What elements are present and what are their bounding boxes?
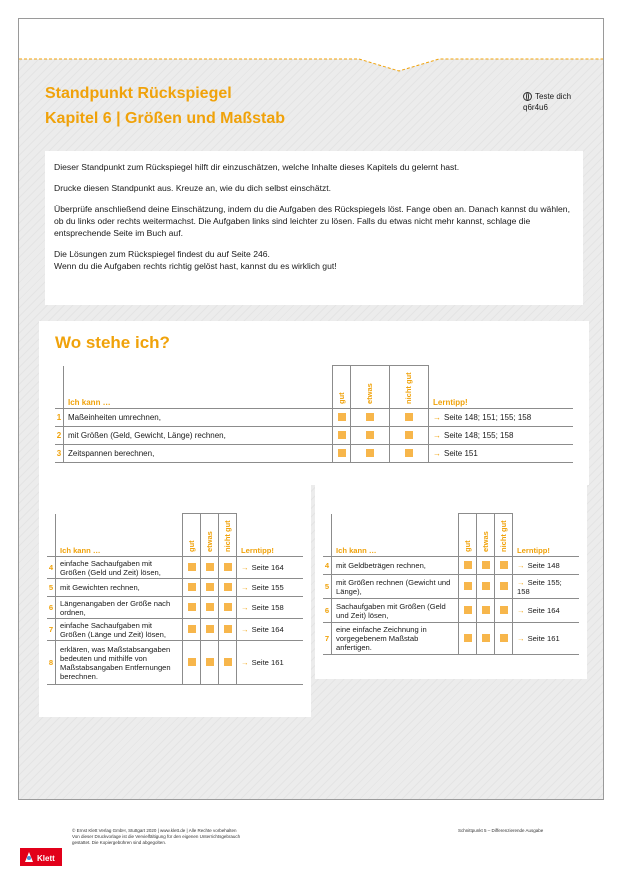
lerntipp-cell: → Seite 161: [237, 641, 304, 685]
table-row: 5 mit Größen rechnen (Gewicht und Länge), → Seite 155; 158: [323, 575, 579, 599]
arrow-right-icon: →: [517, 561, 525, 570]
checkbox-nicht-gut[interactable]: [224, 583, 232, 591]
intro-paragraph: Dieser Standpunkt zum Rückspiegel hilft dir einzuschätzen, welche Inhalte dieses Kapitels du gelernt hast.: [54, 162, 460, 172]
row-text: erklären, was Maßstabsangaben bedeuten und mithilfe von Maßstabsangaben Entfernungen berechnen.: [56, 641, 183, 685]
klett-logo: [20, 848, 62, 866]
row-text: Zeitspannen berechnen,: [64, 445, 333, 463]
lerntipp-cell: → Seite 164: [237, 557, 304, 579]
arrow-right-icon: →: [517, 606, 525, 615]
col-nicht-gut: nicht gut: [390, 366, 429, 409]
page-subtitle: Kapitel 6 | Größen und Maßstab: [45, 110, 286, 127]
table-row: 6 Längenangaben der Größe nach ordnen, → Seite 158: [47, 597, 303, 619]
footer-copyright: © Ernst Klett Verlag GmbH, Stuttgart 2020 | www.klett.de | Alle Rechte vorbehalten Von dieser Druckvorlage ist die Vervielfältigung für den eigenen Unterrichtsgebrauch gestattet. Die Kopiergebühren sind abgegolten.: [72, 828, 241, 845]
lerntipp-cell: → Seite 148: [513, 557, 580, 575]
col-lerntipp: Lerntipp!: [429, 366, 574, 409]
checkbox-gut[interactable]: [338, 449, 346, 457]
checkbox-etwas[interactable]: [366, 431, 374, 439]
table-row: 2 mit Größen (Geld, Gewicht, Länge) rechnen, → Seite 148; 155; 158: [55, 427, 573, 445]
lerntipp-cell: → Seite 164: [237, 619, 304, 641]
checkbox-gut[interactable]: [188, 658, 196, 666]
arrow-right-icon: →: [241, 583, 249, 592]
page-title: Standpunkt Rückspiegel: [45, 85, 232, 102]
row-text: Längenangaben der Größe nach ordnen,: [56, 597, 183, 619]
table-row: 3 Zeitspannen berechnen, → Seite 151: [55, 445, 573, 463]
intro-paragraph: Überprüfe anschließend deine Einschätzung, indem du die Aufgaben des Rückspiegels löst. Fange oben an. Danach kannst du wählen, ob du links oder rechts weitermachst. Die Aufgaben links sind leichter zu lösen. Falls du etwas nicht mehr kannst, schlage die entsprechende Seite im Buch auf.: [54, 204, 570, 238]
intro-box: [45, 151, 583, 305]
arrow-right-icon: →: [433, 431, 441, 440]
lerntipp-cell: → Seite 155: [237, 579, 304, 597]
col-ich-kann: Ich kann …: [64, 366, 333, 409]
row-text: mit Geldbeträgen rechnen,: [332, 557, 459, 575]
intro-paragraph: Die Lösungen zum Rückspiegel findest du auf Seite 246.: [54, 249, 270, 259]
right-path-card: [315, 483, 587, 679]
arrow-right-icon: →: [517, 577, 525, 587]
globe-icon: [523, 92, 532, 101]
lerntipp-cell: → Seite 164: [513, 599, 580, 623]
checkbox-etwas[interactable]: [482, 582, 490, 590]
checkbox-etwas[interactable]: [366, 413, 374, 421]
col-gut: gut: [333, 366, 351, 409]
arrow-right-icon: →: [241, 563, 249, 572]
checkbox-etwas[interactable]: [206, 563, 214, 571]
intro-paragraph: Drucke diesen Standpunkt aus. Kreuze an, wie du dich selbst einschätzt.: [54, 183, 332, 193]
arrow-right-icon: →: [433, 413, 441, 422]
teste-dich-link[interactable]: [523, 91, 571, 113]
assessment-table-right: Ich kann … gut etwas nicht gut Lerntipp! 4 mit Geldbeträgen rechnen, → Seite 148 5 mit Größen rechnen (Gewicht und Länge), → Seite 155; 158 6 Sachaufgaben mit Größen (Geld und Zeit) lösen, → Seite 164 7 eine einfache Zeichnung in vorgegebenem Maßstab anfertigen. → Seite 161: [323, 513, 579, 655]
checkbox-etwas[interactable]: [206, 583, 214, 591]
checkbox-nicht-gut[interactable]: [224, 563, 232, 571]
arrow-right-icon: →: [517, 634, 525, 643]
svg-text:Klett: Klett: [37, 854, 55, 863]
self-assessment-card: [39, 321, 589, 485]
worksheet-frame: [18, 18, 604, 800]
checkbox-nicht-gut[interactable]: [500, 582, 508, 590]
checkbox-nicht-gut[interactable]: [500, 606, 508, 614]
row-text: mit Größen rechnen (Gewicht und Länge),: [332, 575, 459, 599]
lerntipp-cell: → Seite 151: [429, 445, 574, 463]
table-row: 8 erklären, was Maßstabsangaben bedeuten und mithilfe von Maßstabsangaben Entfernungen berechnen. → Seite 161: [47, 641, 303, 685]
header-banner: [19, 19, 604, 79]
row-text: einfache Sachaufgaben mit Größen (Länge und Zeit) lösen,: [56, 619, 183, 641]
table-row: 4 mit Geldbeträgen rechnen, → Seite 148: [323, 557, 579, 575]
checkbox-etwas[interactable]: [482, 634, 490, 642]
checkbox-etwas[interactable]: [206, 658, 214, 666]
checkbox-gut[interactable]: [464, 634, 472, 642]
lerntipp-cell: → Seite 158: [237, 597, 304, 619]
table-row: 7 eine einfache Zeichnung in vorgegebenem Maßstab anfertigen. → Seite 161: [323, 623, 579, 655]
lerntipp-cell: → Seite 148; 151; 155; 158: [429, 409, 574, 427]
row-text: einfache Sachaufgaben mit Größen (Geld und Zeit) lösen,: [56, 557, 183, 579]
checkbox-nicht-gut[interactable]: [224, 625, 232, 633]
lerntipp-cell: → Seite 155; 158: [513, 575, 580, 599]
checkbox-etwas[interactable]: [482, 561, 490, 569]
checkbox-gut[interactable]: [464, 606, 472, 614]
row-text: mit Größen (Geld, Gewicht, Länge) rechnen,: [64, 427, 333, 445]
checkbox-nicht-gut[interactable]: [405, 449, 413, 457]
arrow-right-icon: →: [241, 603, 249, 612]
checkbox-nicht-gut[interactable]: [500, 634, 508, 642]
checkbox-nicht-gut[interactable]: [500, 561, 508, 569]
checkbox-nicht-gut[interactable]: [405, 431, 413, 439]
checkbox-nicht-gut[interactable]: [224, 658, 232, 666]
row-text: mit Gewichten rechnen,: [56, 579, 183, 597]
checkbox-gut[interactable]: [188, 563, 196, 571]
arrow-right-icon: →: [433, 449, 441, 458]
arrow-right-icon: →: [241, 658, 249, 667]
table-row: 1 Maßeinheiten umrechnen, → Seite 148; 151; 155; 158: [55, 409, 573, 427]
left-path-card: [39, 483, 311, 717]
table-row: 6 Sachaufgaben mit Größen (Geld und Zeit) lösen, → Seite 164: [323, 599, 579, 623]
checkbox-gut[interactable]: [338, 413, 346, 421]
lerntipp-cell: → Seite 148; 155; 158: [429, 427, 574, 445]
checkbox-gut[interactable]: [338, 431, 346, 439]
checkbox-gut[interactable]: [464, 582, 472, 590]
assessment-table-left: Ich kann … gut etwas nicht gut Lerntipp! 4 einfache Sachaufgaben mit Größen (Geld und Zeit) lösen, → Seite 164 5 mit Gewichten rechnen, → Seite 155 6 Längenangaben der Größe nach ordnen, → Seite 158 7 einfache Sachaufgaben mit Größen (Länge und Zeit) lösen, → Seite 164 8 erklären, was Maßstabsangaben bedeuten und mithilfe von Maßstabsangaben Entfernungen berechnen. → Seite 161: [47, 513, 303, 685]
row-text: Sachaufgaben mit Größen (Geld und Zeit) lösen,: [332, 599, 459, 623]
checkbox-etwas[interactable]: [206, 603, 214, 611]
table-row: 4 einfache Sachaufgaben mit Größen (Geld und Zeit) lösen, → Seite 164: [47, 557, 303, 579]
row-text: eine einfache Zeichnung in vorgegebenem Maßstab anfertigen.: [332, 623, 459, 655]
teste-label: Teste dich: [535, 92, 572, 101]
intro-paragraph: Wenn du die Aufgaben rechts richtig gelöst hast, kannst du es wirklich gut!: [54, 261, 337, 271]
teste-code: q6r4u6: [523, 103, 548, 112]
table-row: 7 einfache Sachaufgaben mit Größen (Länge und Zeit) lösen, → Seite 164: [47, 619, 303, 641]
footer-series: Schnittpunkt 5 – Differenzierende Ausgabe: [458, 828, 544, 833]
row-text: Maßeinheiten umrechnen,: [64, 409, 333, 427]
checkbox-etwas[interactable]: [482, 606, 490, 614]
checkbox-nicht-gut[interactable]: [405, 413, 413, 421]
checkbox-etwas[interactable]: [206, 625, 214, 633]
col-etwas: etwas: [351, 366, 390, 409]
checkbox-etwas[interactable]: [366, 449, 374, 457]
table-row: 5 mit Gewichten rechnen, → Seite 155: [47, 579, 303, 597]
section-title: Wo stehe ich?: [55, 333, 170, 352]
assessment-table-top: [55, 365, 573, 463]
checkbox-gut[interactable]: [188, 625, 196, 633]
arrow-right-icon: →: [241, 625, 249, 634]
checkbox-gut[interactable]: [188, 603, 196, 611]
checkbox-gut[interactable]: [464, 561, 472, 569]
checkbox-nicht-gut[interactable]: [224, 603, 232, 611]
checkbox-gut[interactable]: [188, 583, 196, 591]
lerntipp-cell: → Seite 161: [513, 623, 580, 655]
